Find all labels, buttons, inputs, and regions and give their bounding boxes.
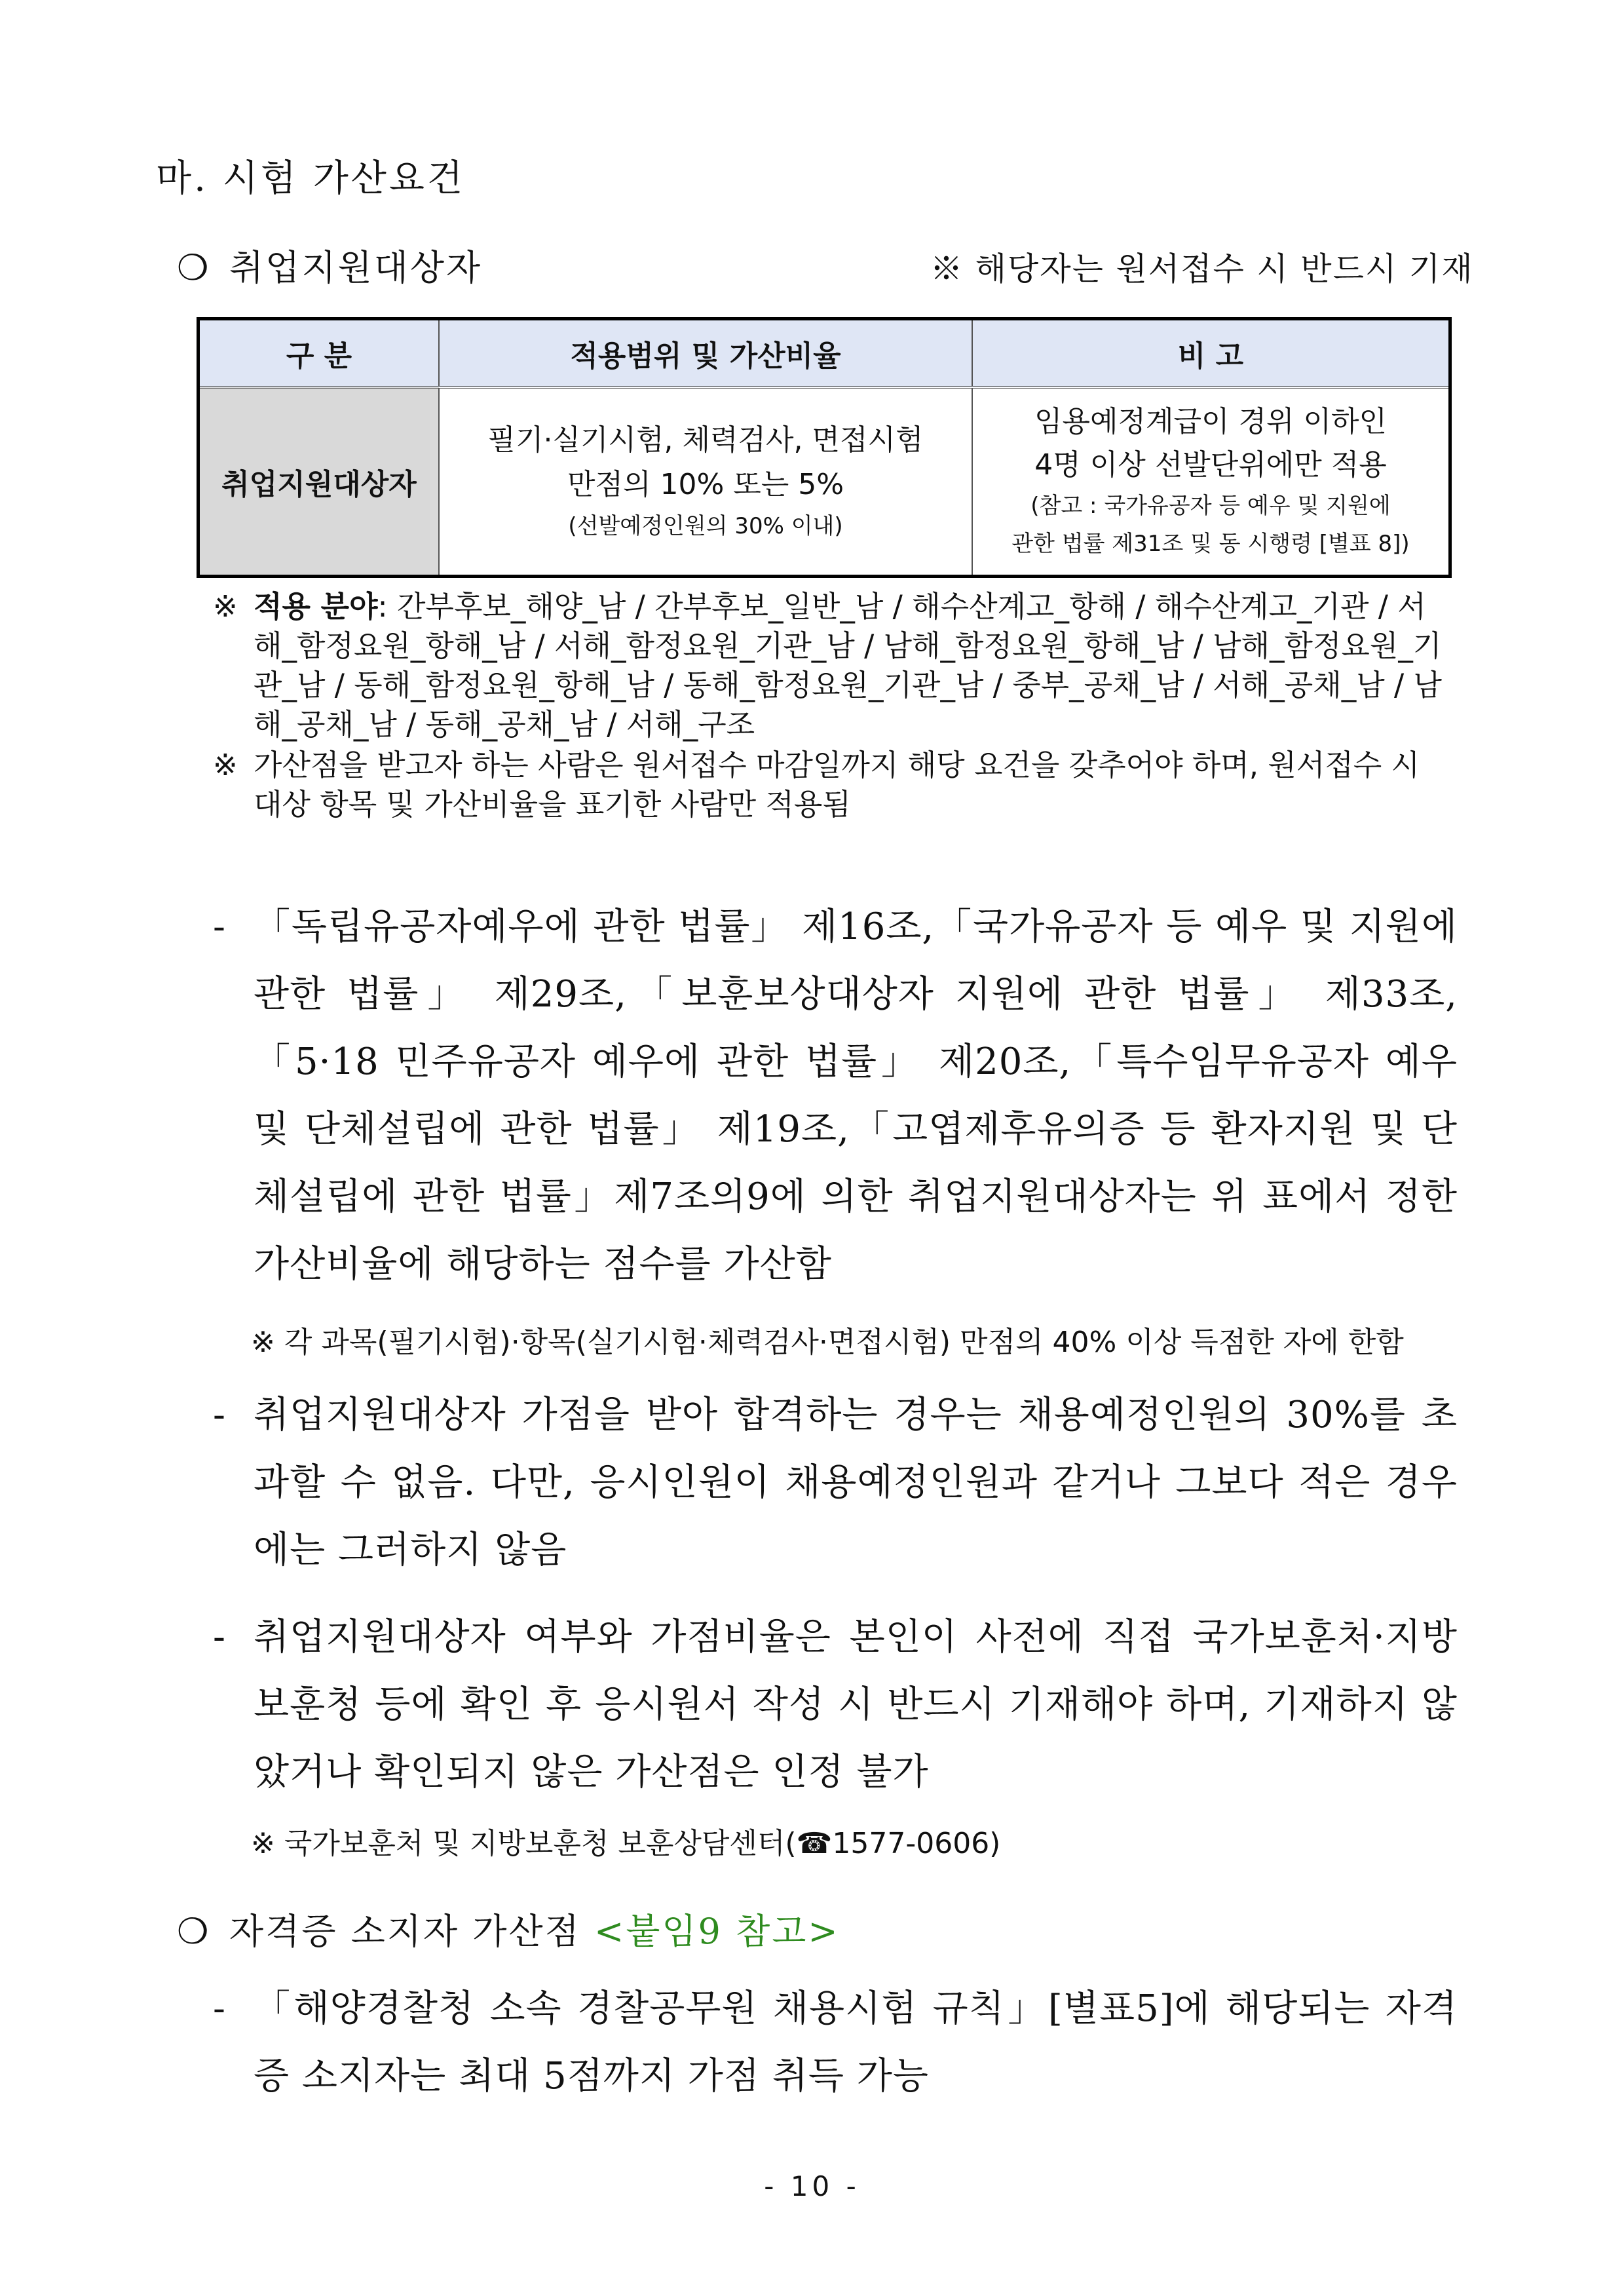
range-line: 필기·실기시험, 체력검사, 면접시험 (487, 423, 924, 457)
subject-score-note: ※ 각 과목(필기시험)·항목(실기시험·체력검사·면접시험) 만점의 40% 이상 득점한 자에 한함 (251, 1326, 1404, 1359)
dash-item (213, 1381, 1458, 1584)
paragraph-text: 「독립유공자예우에 관한 법률」 제16조,「국가유공자 등 예우 및 지원에 관한 법률」 제29조,「보훈보상대상자 지원에 관한 법률」 제33조, 「5·18 민주유공자 예우에 관한 법률」 제20조,「특수임무유공자 예우 및 단체설립에 관한 법률」 제19조,「고엽제후유의증 등 환자지원 및 단체설립에 관한 법률」제7조의9에 의한 취업지원대상자는 위 표에서 정한 가산비율에 해당하는 점수를 가산함 (254, 906, 1458, 1286)
category-cell: 취업지원대상자 (198, 387, 440, 577)
dash-item (213, 893, 1458, 1298)
circle-bullet-icon: ❍ (177, 247, 211, 288)
range-cell (439, 387, 972, 577)
dash-mark: - (213, 1987, 226, 2030)
section-heading: 마. 시험 가산요건 (156, 157, 466, 200)
subsection-certificate (177, 1904, 840, 1954)
note-label: 적용 분야 (254, 589, 378, 624)
table-header-row (198, 319, 1450, 388)
paragraph-text: 「해양경찰청 소속 경찰공무원 채용시험 규칙」[별표5]에 해당되는 자격증 소지자는 최대 5점까지 가점 취득 가능 (254, 1987, 1458, 2097)
subsection-employment-support (177, 240, 482, 290)
header-note: 비 고 (972, 319, 1450, 388)
note-application-fields (213, 587, 1451, 744)
header-category: 구 분 (198, 319, 440, 388)
bonus-table (197, 317, 1452, 578)
header-range: 적용범위 및 가산비율 (439, 319, 972, 388)
note-text: : 간부후보_해양_남 / 간부후보_일반_남 / 해수산계고_항해 / 해수산계고_기관 / 서해_함정요원_항해_남 / 서해_함정요원_기관_남 / 남해_함정요원_항해_남 / 남해_함정요원_기관_남 / 동해_함정요원_항해_남 / 동해_함정요원_기관_남 / 중부_공채_남 / 서해_공채_남 / 남해_공채_남 / 동해_공채_남 / 서해_구조 (254, 589, 1442, 742)
dash-item (213, 1603, 1458, 1806)
range-line-small: (선발예정인원의 30% 이내) (568, 513, 843, 539)
counseling-center-note: ※ 국가보훈처 및 지방보훈청 보훈상담센터(☎1577-0606) (251, 1827, 1001, 1860)
note-line: 4명 이상 선발단위에만 적용 (1034, 448, 1387, 482)
attachment-reference: <붙임9 참고> (594, 1911, 840, 1952)
paragraph-verification (213, 1603, 1458, 1806)
note-cell (972, 387, 1450, 577)
paragraph-laws (213, 893, 1458, 1298)
note-deadline (213, 746, 1451, 824)
note-line: 임용예정계급이 경위 이하인 (1034, 405, 1388, 438)
note-mark: ※ (213, 748, 238, 782)
paragraph-text: 취업지원대상자 가점을 받아 합격하는 경우는 채용예정인원의 30%를 초과할 수 없음. 다만, 응시인원이 채용예정인원과 같거나 그보다 적은 경우에는 그러하지 않음 (254, 1394, 1458, 1571)
paragraph-limit (213, 1381, 1458, 1584)
subsection-title: 취업지원대상자 (229, 247, 483, 288)
note-text: 가산점을 받고자 하는 사람은 원서접수 마감일까지 해당 요건을 갖추어야 하며, 원서접수 시 대상 항목 및 가산비율을 표기한 사람만 적용됨 (254, 748, 1420, 822)
note-line-small: 관한 법률 제31조 및 동 시행령 [별표 8]) (1011, 531, 1410, 557)
dash-mark: - (213, 1616, 226, 1658)
paragraph-certificate (213, 1975, 1458, 2110)
subsection-title: 자격증 소지자 가산점 (229, 1911, 581, 1952)
dash-item (213, 1975, 1458, 2110)
circle-bullet-icon: ❍ (177, 1911, 211, 1952)
required-entry-note: ※ 해당자는 원서접수 시 반드시 기재 (930, 250, 1474, 288)
note-mark: ※ (213, 589, 238, 624)
note-line-small: (참고 : 국가유공자 등 예우 및 지원에 (1030, 493, 1391, 519)
table-notes (213, 587, 1451, 824)
dash-mark: - (213, 1394, 226, 1436)
range-line: 만점의 10% 또는 5% (567, 468, 844, 501)
table-row (198, 387, 1450, 577)
dash-mark: - (213, 906, 226, 948)
page-number: - 10 - (764, 2170, 860, 2202)
paragraph-text: 취업지원대상자 여부와 가점비율은 본인이 사전에 직접 국가보훈처·지방보훈청 등에 확인 후 응시원서 작성 시 반드시 기재해야 하며, 기재하지 않았거나 확인되지 않은 가산점은 인정 불가 (254, 1616, 1458, 1793)
